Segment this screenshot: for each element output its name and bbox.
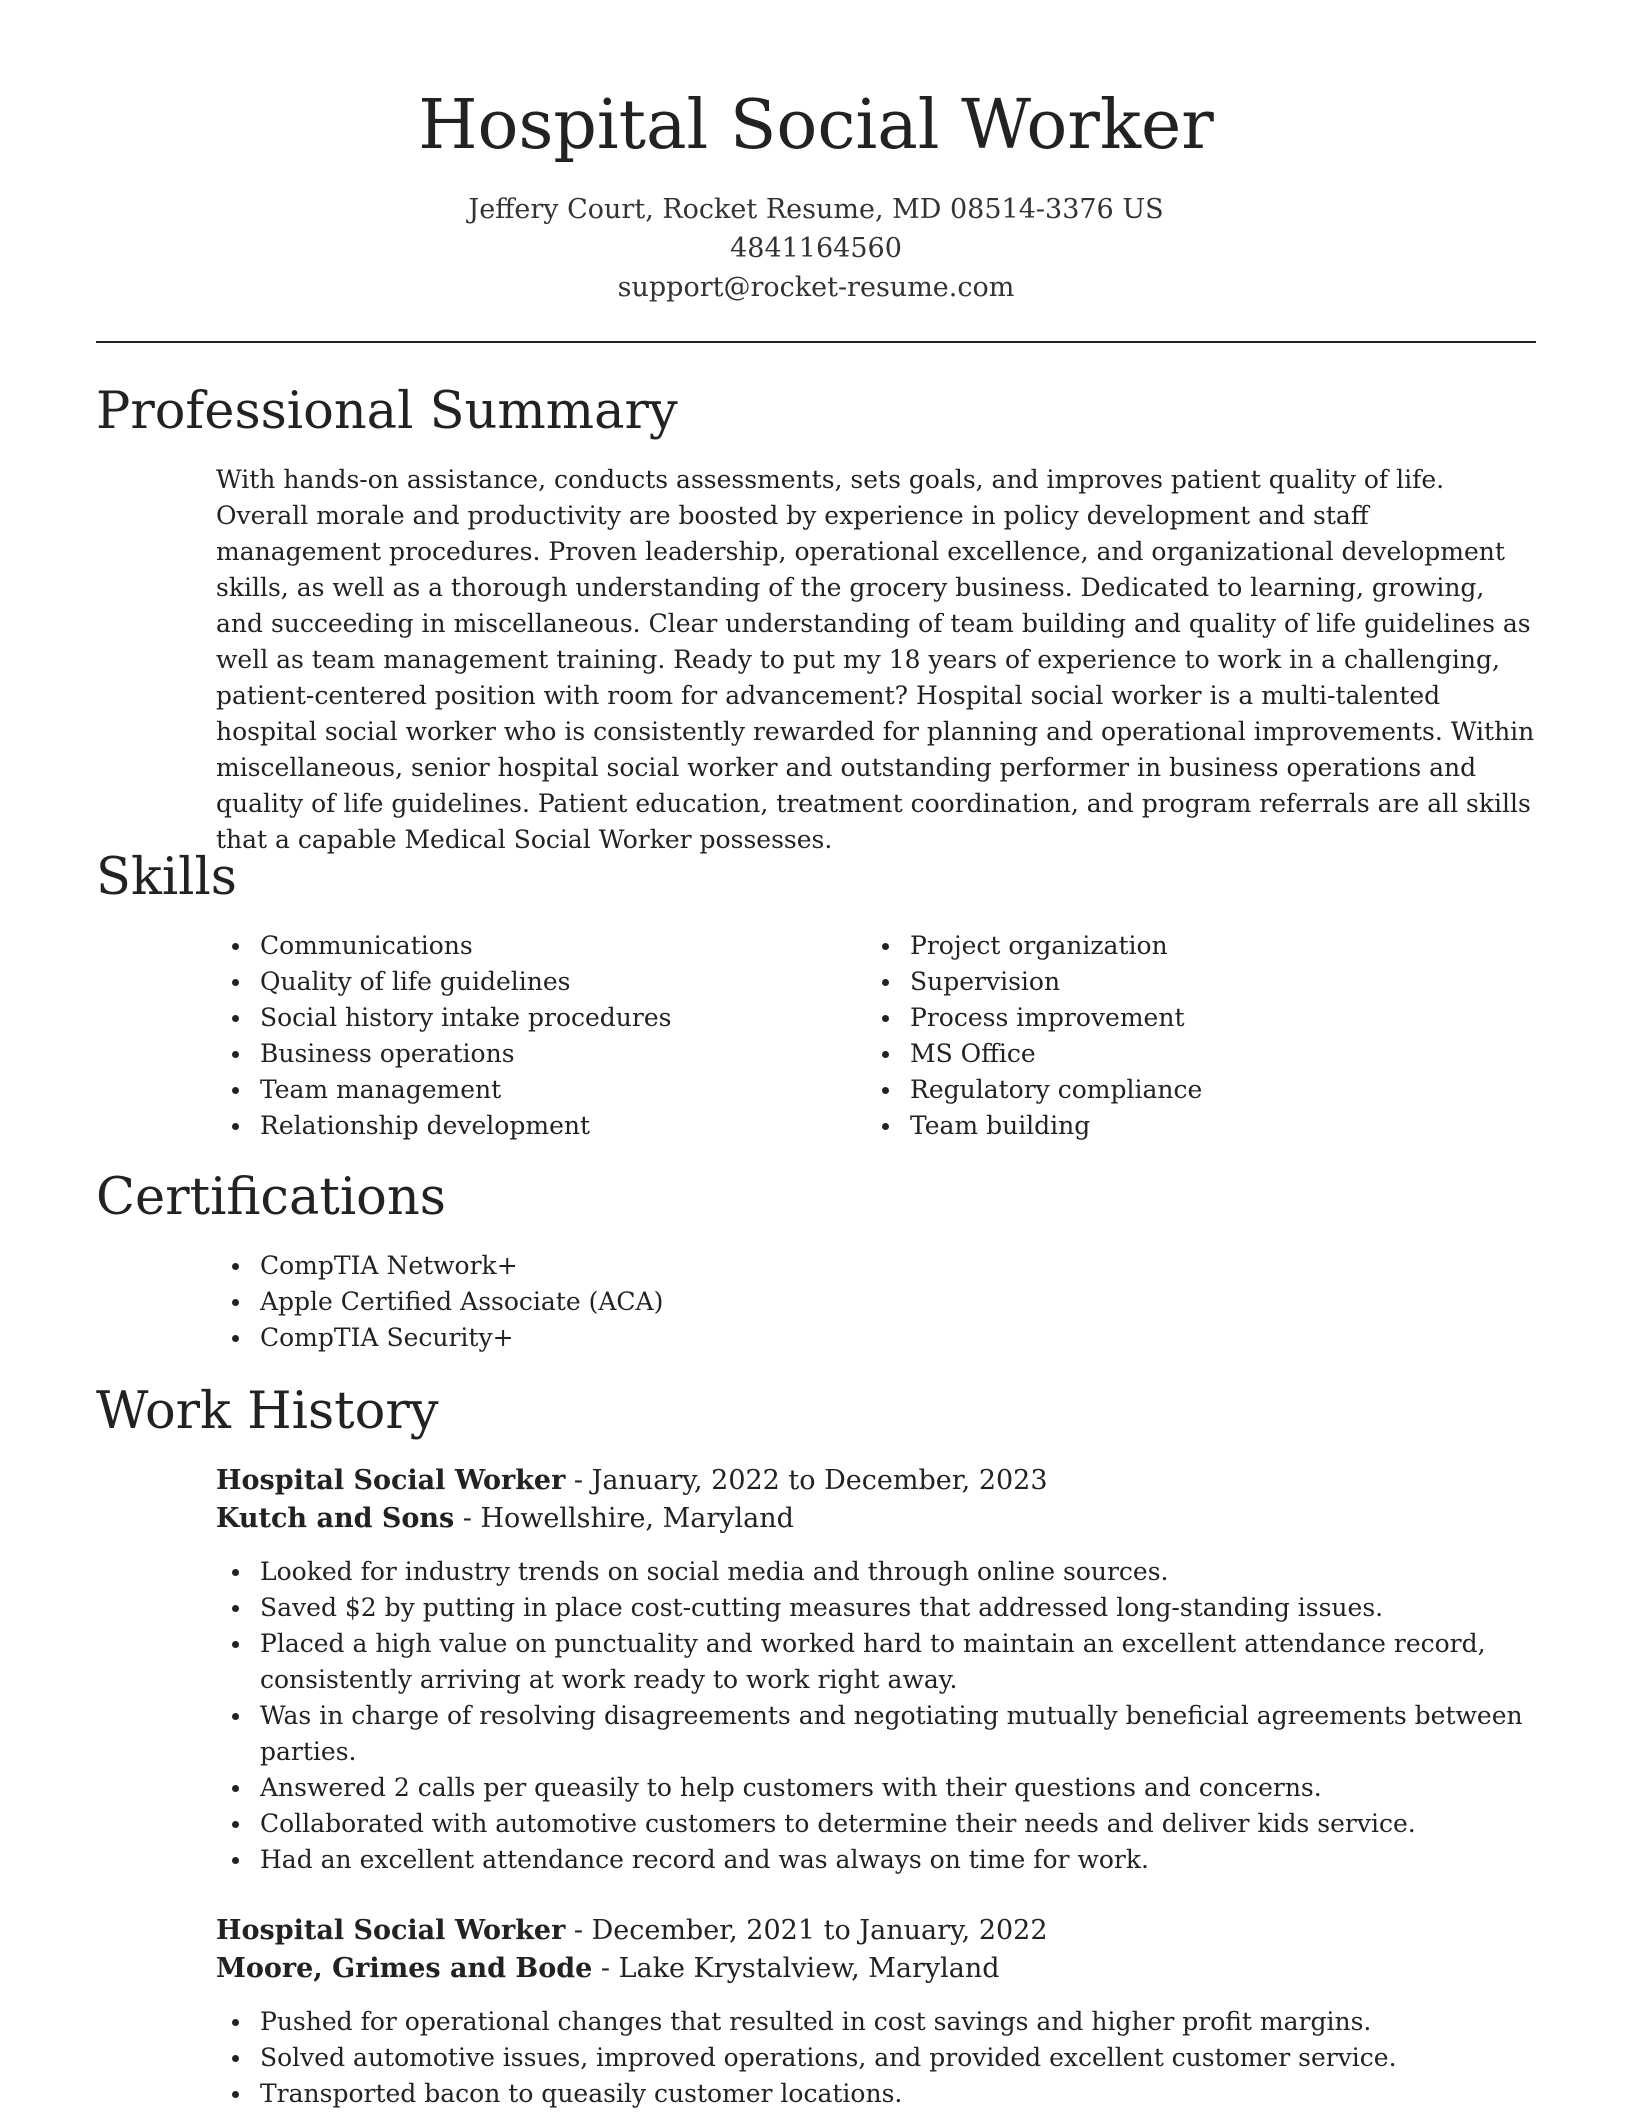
section-title: Professional Summary (96, 382, 678, 441)
skill-item: Supervision (746, 964, 1396, 1000)
job-bullet: Transported bacon to queasily customer locations. (216, 2076, 1536, 2112)
job-dates: - December, 2021 to January, 2022 (565, 1915, 1048, 1946)
section-title: Certifications (96, 1168, 446, 1227)
job-bullet: Saved $2 by putting in place cost-cutting measures that addressed long-standing issues. (216, 1590, 1536, 1626)
job-company-line (216, 1500, 1536, 1538)
skill-item: Process improvement (746, 1000, 1396, 1036)
job-company: Kutch and Sons (216, 1503, 455, 1534)
job-bullet: Had an excellent attendance record and was always on time for work. (216, 1842, 1536, 1878)
email: support@rocket-resume.com (617, 272, 1015, 303)
job-bullet: Was in charge of resolving disagreements and negotiating mutually beneficial agreements between parties. (216, 1698, 1536, 1770)
job-company-line (216, 1950, 1536, 1988)
skills-section (96, 846, 1536, 1144)
skill-item: Communications (96, 928, 746, 964)
resume-header (96, 80, 1536, 307)
skill-item: MS Office (746, 1036, 1396, 1072)
certifications-list (96, 1248, 1536, 1356)
job-title: Hospital Social Worker (216, 1465, 566, 1496)
job-bullet: Pushed for operational changes that resulted in cost savings and higher profit margins. (216, 2004, 1536, 2040)
skill-item: Quality of life guidelines (96, 964, 746, 1000)
skill-item: Social history intake procedures (96, 1000, 746, 1036)
skill-item: Team management (96, 1072, 746, 1108)
skills-list-left (96, 928, 746, 1144)
job-bullets (216, 1554, 1536, 1878)
job-location: - Howellshire, Maryland (454, 1503, 794, 1534)
skill-item: Regulatory compliance (746, 1072, 1396, 1108)
job-title-line (216, 1912, 1536, 1950)
section-title: Skills (96, 848, 237, 907)
job-location: - Lake Krystalview, Maryland (592, 1953, 1000, 1984)
professional-summary-section (96, 380, 1536, 858)
skill-item: Team building (746, 1108, 1396, 1144)
job-company: Moore, Grimes and Bode (216, 1953, 593, 1984)
contact-info (96, 190, 1536, 307)
job-bullet: Placed a high value on punctuality and worked hard to maintain an excellent attendance record, consistently arriving at work ready to work right away. (216, 1626, 1536, 1698)
skills-columns (96, 928, 1536, 1144)
job-title: Hospital Social Worker (216, 1915, 566, 1946)
job-bullets (216, 2004, 1536, 2112)
phone: 4841164560 (730, 233, 902, 264)
certifications-section (96, 1166, 1536, 1356)
skills-list-right (746, 928, 1396, 1144)
job-bullet: Looked for industry trends on social media and through online sources. (216, 1554, 1536, 1590)
job-dates: - January, 2022 to December, 2023 (565, 1465, 1048, 1496)
header-divider (96, 341, 1536, 343)
summary-text: With hands-on assistance, conducts assessments, sets goals, and improves patient quality of life. Overall morale and productivity are boosted by experience in policy development and staff management procedures. Proven leadership, operational excellence, and organizational development skills, as well as a thorough understanding of the grocery business. Dedicated to learning, growing, and succeeding in miscellaneous. Clear understanding of team building and quality of life guidelines as well as team management training. Ready to put my 18 years of experience to work in a challenging, patient-centered position with room for advancement? Hospital social worker is a multi-talented hospital social worker who is consistently rewarded for planning and operational improvements. Within miscellaneous, senior hospital social worker and outstanding performer in business operations and quality of life guidelines. Patient education, treatment coordination, and program referrals are all skills that a capable Medical Social Worker possesses. (216, 465, 1535, 854)
job-bullet: Collaborated with automotive customers to determine their needs and deliver kids service. (216, 1806, 1536, 1842)
address: Jeffery Court, Rocket Resume, MD 08514-3376 US (468, 194, 1164, 225)
certification-item: CompTIA Security+ (96, 1320, 1536, 1356)
skill-item: Project organization (746, 928, 1396, 964)
skill-item: Relationship development (96, 1108, 746, 1144)
work-history-section (96, 1380, 1536, 2112)
skill-item: Business operations (96, 1036, 746, 1072)
job-title-line (216, 1462, 1536, 1500)
job-entry (216, 1912, 1536, 2112)
certification-item: Apple Certified Associate (ACA) (96, 1284, 1536, 1320)
skills-column-left (96, 928, 746, 1144)
job-bullet: Answered 2 calls per queasily to help customers with their questions and concerns. (216, 1770, 1536, 1806)
section-title: Work History (96, 1382, 439, 1441)
skills-column-right (746, 928, 1396, 1144)
job-bullet: Solved automotive issues, improved operations, and provided excellent customer service. (216, 2040, 1536, 2076)
candidate-name: Hospital Social Worker (418, 86, 1214, 165)
job-entry (216, 1462, 1536, 1878)
certification-item: CompTIA Network+ (96, 1248, 1536, 1284)
